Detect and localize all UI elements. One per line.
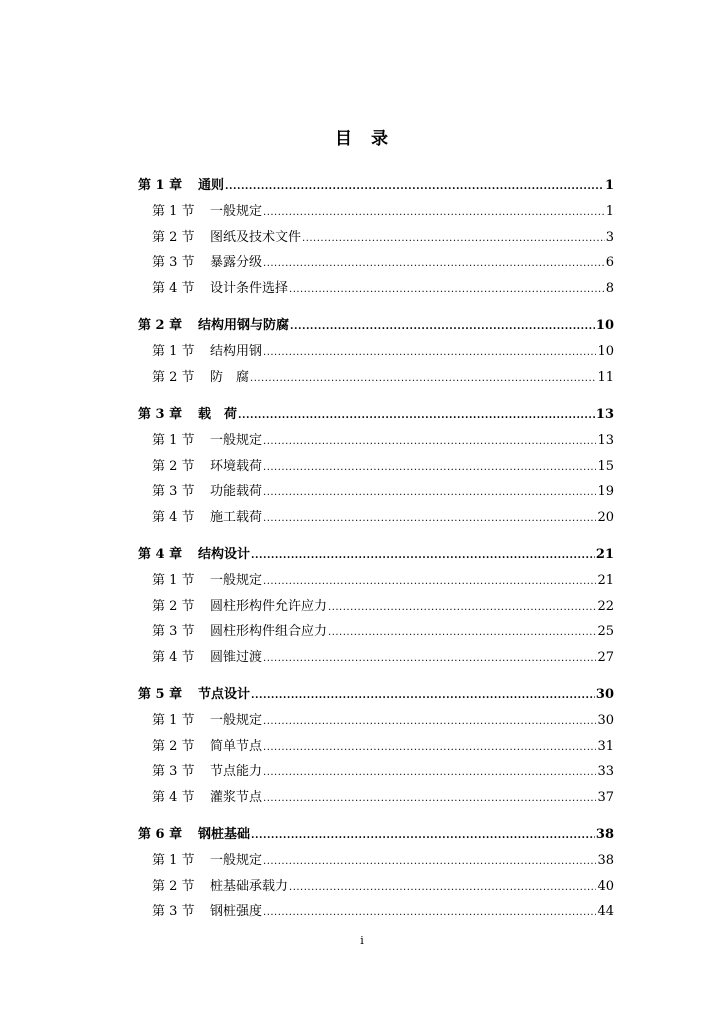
toc-section-row[interactable] — [138, 226, 614, 252]
toc-entry-number: 第 6 章 — [138, 827, 183, 842]
toc-entry-page: 13 — [595, 407, 614, 422]
toc-entry-page: 20 — [597, 509, 614, 525]
toc-entry-number: 第 1 节 — [152, 204, 195, 219]
toc-entry-page: 3 — [605, 229, 614, 245]
toc-leader-dots — [263, 462, 596, 473]
toc-entry-number: 第 4 节 — [152, 509, 195, 525]
toc-entry-title: 圆柱形构件允许应力 — [210, 598, 328, 614]
toc-entry-number: 第 1 节 — [152, 344, 195, 359]
toc-section-row[interactable] — [138, 900, 614, 926]
toc-entry-number: 第 2 节 — [152, 229, 195, 245]
toc-leader-dots — [263, 793, 596, 804]
toc-entry-page: 44 — [597, 904, 614, 919]
toc-section-row[interactable] — [138, 595, 614, 621]
toc-entry-title: 一般规定 — [210, 433, 263, 448]
toc-chapter-row[interactable] — [138, 174, 614, 200]
toc-chapter-block — [138, 683, 614, 811]
toc-section-row[interactable] — [138, 455, 614, 481]
toc-chapter-row[interactable] — [138, 314, 614, 340]
toc-section-row[interactable] — [138, 875, 614, 901]
toc-entry-page: 1 — [605, 204, 614, 219]
toc-leader-dots — [328, 627, 596, 638]
toc-entry-title: 结构用钢 — [210, 344, 263, 359]
page-title-part1: 目 — [335, 129, 353, 149]
toc-entry-number: 第 2 节 — [152, 738, 195, 754]
toc-leader-dots — [263, 767, 596, 778]
toc-leader-dots — [263, 653, 596, 664]
toc-leader-dots — [251, 550, 595, 561]
toc-entry-page: 33 — [597, 764, 614, 779]
toc-chapter-row[interactable] — [138, 403, 614, 429]
toc-entry-number: 第 2 节 — [152, 878, 195, 894]
toc-entry-page: 10 — [597, 344, 614, 359]
toc-entry-page: 6 — [605, 255, 614, 270]
toc-entry-number: 第 5 章 — [138, 687, 183, 702]
toc-section-row[interactable] — [138, 429, 614, 455]
toc-chapter-block — [138, 543, 614, 671]
toc-entry-page: 21 — [595, 547, 614, 562]
toc-section-row[interactable] — [138, 735, 614, 761]
toc-entry-number: 第 3 节 — [152, 764, 195, 779]
toc-entry-number: 第 4 节 — [152, 789, 195, 805]
toc-entry-title: 结构设计 — [198, 547, 251, 562]
toc-section-row[interactable] — [138, 200, 614, 226]
page-title — [0, 124, 724, 149]
toc-entry-title: 载 荷 — [198, 407, 238, 422]
toc-entry-title: 施工载荷 — [210, 509, 263, 525]
toc-entry-page: 38 — [597, 853, 614, 868]
toc-entry-number: 第 1 节 — [152, 853, 195, 868]
toc-leader-dots — [225, 181, 604, 192]
toc-entry-title: 圆锥过渡 — [210, 649, 263, 665]
toc-entry-page: 11 — [597, 369, 614, 385]
toc-entry-number: 第 3 节 — [152, 484, 195, 499]
toc-chapter-row[interactable] — [138, 683, 614, 709]
toc-leader-dots — [263, 907, 596, 918]
toc-entry-page: 37 — [597, 789, 614, 805]
toc-entry-page: 30 — [595, 687, 614, 702]
toc-section-row[interactable] — [138, 849, 614, 875]
toc-entry-page: 22 — [597, 598, 614, 614]
toc-entry-number: 第 3 节 — [152, 904, 195, 919]
toc-entry-title: 一般规定 — [210, 713, 263, 728]
table-of-contents — [138, 174, 614, 938]
toc-leader-dots — [263, 436, 596, 447]
toc-entry-title: 节点能力 — [210, 764, 263, 779]
toc-leader-dots — [263, 207, 605, 218]
toc-entry-number: 第 4 节 — [152, 280, 195, 296]
toc-entry-page: 10 — [595, 318, 614, 333]
toc-entry-page: 1 — [604, 178, 614, 193]
toc-entry-title: 一般规定 — [210, 204, 263, 219]
toc-entry-title: 节点设计 — [198, 687, 251, 702]
toc-entry-number: 第 1 节 — [152, 573, 195, 588]
toc-entry-page: 40 — [597, 878, 614, 894]
toc-entry-number: 第 4 章 — [138, 547, 183, 562]
toc-leader-dots — [328, 602, 596, 613]
toc-entry-title: 结构用钢与防腐 — [198, 318, 290, 333]
toc-entry-number: 第 1 节 — [152, 433, 195, 448]
toc-entry-title: 灌浆节点 — [210, 789, 263, 805]
toc-leader-dots — [263, 487, 596, 498]
toc-section-row[interactable] — [138, 340, 614, 366]
toc-entry-title: 桩基础承载力 — [210, 878, 289, 894]
toc-entry-title: 钢桩基础 — [198, 827, 251, 842]
toc-entry-page: 27 — [597, 649, 614, 665]
toc-chapter-block — [138, 823, 614, 926]
toc-section-row[interactable] — [138, 709, 614, 735]
toc-leader-dots — [289, 284, 605, 295]
toc-chapter-block — [138, 314, 614, 391]
toc-entry-title: 功能载荷 — [210, 484, 263, 499]
toc-section-row[interactable] — [138, 786, 614, 812]
toc-entry-page: 19 — [597, 484, 614, 499]
toc-leader-dots — [238, 410, 595, 421]
toc-entry-page: 15 — [597, 458, 614, 474]
page-title-part2: 录 — [371, 129, 389, 149]
toc-section-row[interactable] — [138, 620, 614, 646]
toc-entry-page: 30 — [597, 713, 614, 728]
toc-section-row[interactable] — [138, 646, 614, 672]
toc-section-row[interactable] — [138, 277, 614, 303]
toc-entry-number: 第 4 节 — [152, 649, 195, 665]
toc-entry-title: 设计条件选择 — [210, 280, 289, 296]
toc-leader-dots — [263, 513, 596, 524]
toc-entry-title: 环境载荷 — [210, 458, 263, 474]
toc-chapter-row[interactable] — [138, 823, 614, 849]
toc-entry-title: 通则 — [198, 178, 225, 193]
toc-leader-dots — [263, 576, 596, 587]
toc-section-row[interactable] — [138, 506, 614, 532]
toc-entry-number: 第 2 节 — [152, 458, 195, 474]
toc-entry-number: 第 3 节 — [152, 624, 195, 639]
toc-entry-title: 防 腐 — [210, 369, 250, 385]
toc-entry-number: 第 1 章 — [138, 178, 183, 193]
toc-section-row[interactable] — [138, 366, 614, 392]
toc-leader-dots — [302, 233, 605, 244]
toc-entry-page: 25 — [597, 624, 614, 639]
toc-entry-number: 第 2 节 — [152, 598, 195, 614]
toc-leader-dots — [251, 830, 595, 841]
toc-entry-number: 第 1 节 — [152, 713, 195, 728]
toc-entry-number: 第 3 章 — [138, 407, 183, 422]
toc-entry-title: 暴露分级 — [210, 255, 263, 270]
toc-entry-number: 第 2 节 — [152, 369, 195, 385]
toc-entry-title: 图纸及技术文件 — [210, 229, 302, 245]
toc-leader-dots — [263, 258, 605, 269]
toc-leader-dots — [250, 373, 596, 384]
toc-leader-dots — [263, 716, 596, 727]
toc-chapter-block — [138, 403, 614, 531]
toc-section-row[interactable] — [138, 569, 614, 595]
toc-entry-title: 圆柱形构件组合应力 — [210, 624, 328, 639]
toc-entry-title: 简单节点 — [210, 738, 263, 754]
toc-section-row[interactable] — [138, 251, 614, 277]
toc-entry-page: 8 — [605, 280, 614, 296]
toc-chapter-row[interactable] — [138, 543, 614, 569]
toc-leader-dots — [263, 856, 596, 867]
toc-leader-dots — [290, 321, 595, 332]
toc-entry-number: 第 3 节 — [152, 255, 195, 270]
toc-entry-title: 钢桩强度 — [210, 904, 263, 919]
toc-chapter-block — [138, 174, 614, 302]
toc-entry-page: 21 — [597, 573, 614, 588]
toc-leader-dots — [263, 742, 596, 753]
toc-leader-dots — [289, 882, 596, 893]
toc-entry-page: 38 — [595, 827, 614, 842]
toc-section-row[interactable] — [138, 760, 614, 786]
toc-section-row[interactable] — [138, 480, 614, 506]
toc-entry-page: 13 — [597, 433, 614, 448]
toc-entry-page: 31 — [597, 738, 614, 754]
toc-entry-title: 一般规定 — [210, 853, 263, 868]
toc-entry-number: 第 2 章 — [138, 318, 183, 333]
toc-leader-dots — [251, 690, 595, 701]
toc-leader-dots — [263, 347, 596, 358]
page-number: i — [360, 934, 364, 947]
toc-entry-title: 一般规定 — [210, 573, 263, 588]
